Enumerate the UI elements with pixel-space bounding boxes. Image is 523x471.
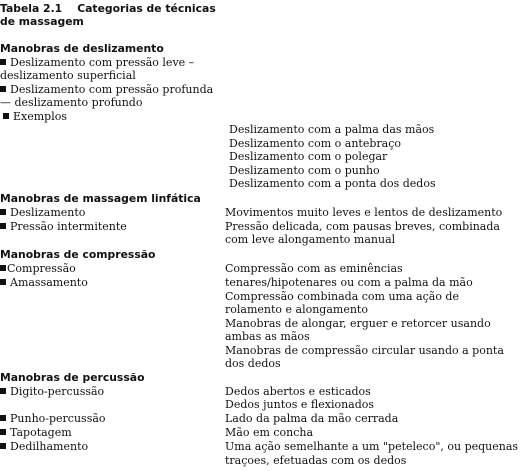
list-item: Exemplos: [3, 110, 67, 124]
bullet-square-icon: [0, 265, 6, 271]
bullet-square-icon: [0, 429, 6, 435]
example-item: Deslizamento com o antebraço: [229, 137, 401, 150]
list-item: Amassamento: [0, 276, 88, 290]
item-description-continued: ambas as mãos: [225, 330, 310, 343]
example-item: Deslizamento com a palma das mãos: [229, 123, 435, 136]
item-description-continued: dos dedos: [225, 357, 281, 370]
item-description: Lado da palma da mão cerrada: [225, 412, 399, 425]
example-item: Deslizamento com a ponta dos dedos: [229, 177, 436, 190]
item-description: Manobras de alongar, erguer e retorcer usando: [225, 317, 491, 330]
list-item-continued: — deslizamento profundo: [0, 96, 143, 109]
list-item: Deslizamento com pressão profunda: [0, 83, 213, 97]
bullet-square-icon: [0, 59, 6, 65]
item-description-continued: com leve alongamento manual: [225, 233, 396, 246]
item-description-continued: traçoes, efetuadas com os dedos: [225, 454, 407, 467]
bullet-square-icon: [3, 113, 9, 119]
list-item: Dedilhamento: [0, 440, 88, 454]
item-description: Uma ação semelhante a um "peteleco", ou pequenas: [225, 440, 519, 453]
bullet-square-icon: [0, 443, 6, 449]
list-item: Digito-percussão: [0, 385, 104, 399]
list-item: Deslizamento com pressão leve –: [0, 56, 194, 70]
section-heading-percussao: Manobras de percussão: [0, 371, 145, 384]
item-description: Manobras de compressão circular usando a ponta: [225, 344, 504, 357]
list-item: Compressão: [0, 262, 76, 276]
list-item: Deslizamento: [0, 206, 85, 220]
section-heading-deslizamento: Manobras de deslizamento: [0, 42, 164, 55]
table-title: Tabela 2.1 Categorias de técnicas: [0, 2, 216, 15]
list-item-continued: deslizamento superficial: [0, 69, 136, 82]
example-item: Deslizamento com o punho: [229, 164, 380, 177]
list-item: Punho-percussão: [0, 412, 106, 426]
table-title-continued: de massagem: [0, 15, 84, 28]
item-description-continued: rolamento e alongamento: [225, 303, 368, 316]
item-description: Pressão delicada, com pausas breves, combinada: [225, 220, 500, 233]
item-description: Dedos abertos e esticados: [225, 385, 371, 398]
example-item: Deslizamento com o polegar: [229, 150, 388, 163]
bullet-square-icon: [0, 415, 6, 421]
section-heading-linfatica: Manobras de massagem linfática: [0, 192, 201, 205]
section-heading-compressao: Manobras de compressão: [0, 248, 156, 261]
bullet-square-icon: [0, 388, 6, 394]
bullet-square-icon: [0, 86, 6, 92]
bullet-square-icon: [0, 209, 6, 215]
bullet-square-icon: [0, 279, 6, 285]
item-description: Dedos juntos e flexionados: [225, 398, 375, 411]
list-item: Tapotagem: [0, 426, 72, 440]
bullet-square-icon: [0, 223, 6, 229]
item-description: Movimentos muito leves e lentos de deslizamento: [225, 206, 503, 219]
item-description: Compressão com as eminências: [225, 262, 403, 275]
item-description: Compressão combinada com uma ação de: [225, 290, 459, 303]
list-item: Pressão intermitente: [0, 220, 127, 234]
item-description: tenares/hipotenares ou com a palma da mão: [225, 276, 473, 289]
item-description: Mão em concha: [225, 426, 314, 439]
